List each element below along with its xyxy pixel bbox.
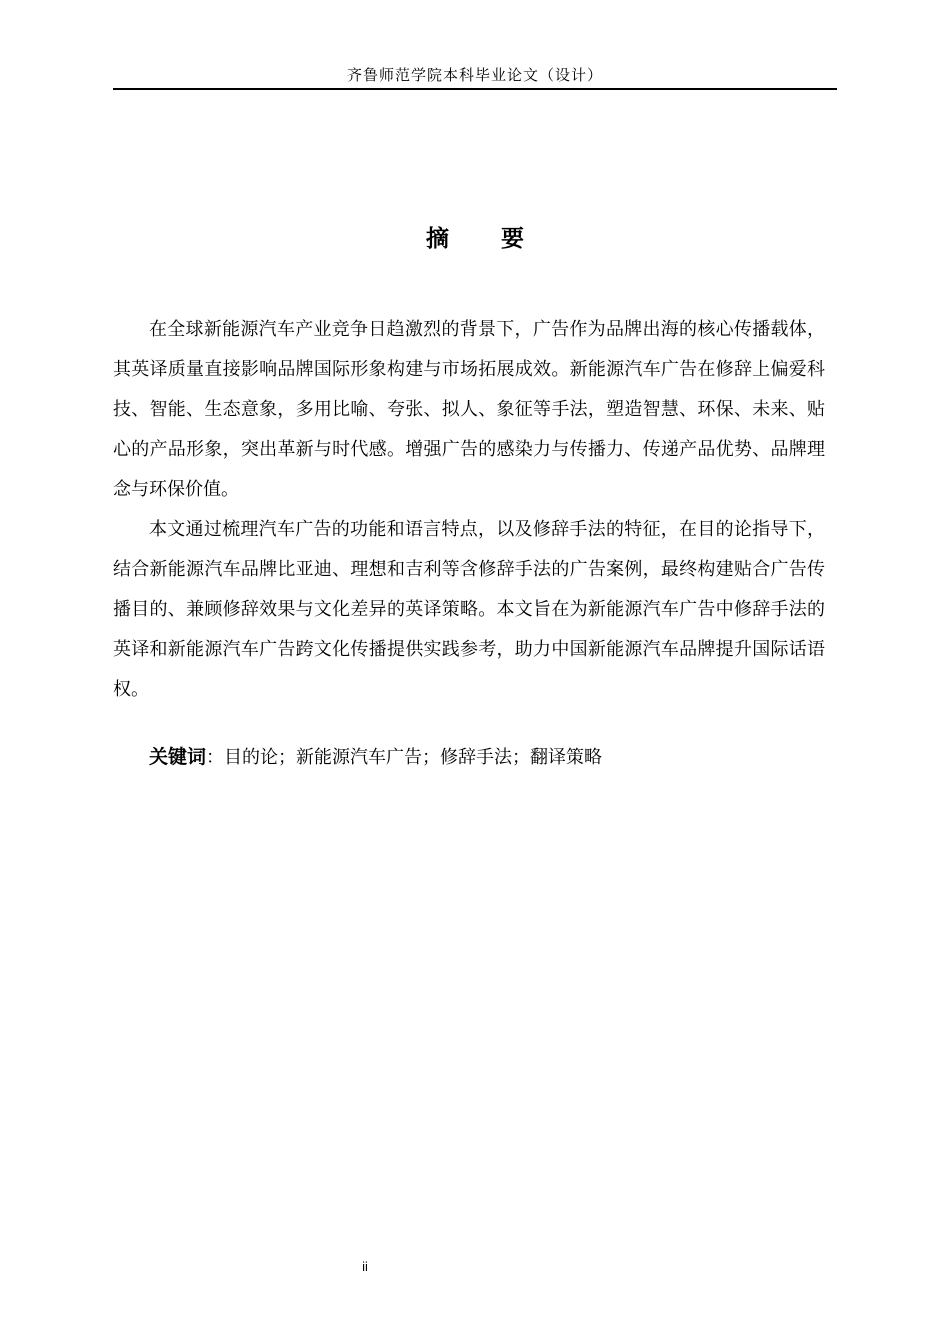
keywords-line xyxy=(149,738,829,777)
keywords-separator: ： xyxy=(206,747,225,768)
abstract-body xyxy=(113,310,825,710)
keywords-items: 目的论；新能源汽车广告；修辞手法；翻译策略 xyxy=(224,747,603,768)
abstract-paragraph-1: 在全球新能源汽车产业竞争日趋激烈的背景下，广告作为品牌出海的核心传播载体，其英译质量直接影响品牌国际形象构建与市场拓展成效。新能源汽车广告在修辞上偏爱科技、智能、生态意象，多用比喻、夸张、拟人、象征等手法，塑造智慧、环保、未来、贴心的产品形象，突出革新与时代感。增强广告的感染力与传播力、传递产品优势、品牌理念与环保价值。 xyxy=(113,319,825,500)
keywords-label: 关键词 xyxy=(149,746,207,768)
abstract-title: 摘 要 xyxy=(425,226,546,252)
page-header xyxy=(113,62,837,90)
abstract-paragraph-2: 本文通过梳理汽车广告的功能和语言特点，以及修辞手法的特征，在目的论指导下，结合新能源汽车品牌比亚迪、理想和吉利等含修辞手法的广告案例，最终构建贴合广告传播目的、兼顾修辞效果与文化差异的英译策略。本文旨在为新能源汽车广告中修辞手法的英译和新能源汽车广告跨文化传播提供实践参考，助力中国新能源汽车品牌提升国际话语权。 xyxy=(113,519,825,700)
page-number: ii xyxy=(362,1259,368,1274)
header-text: 齐鲁师范学院本科毕业论文（设计） xyxy=(346,66,603,84)
